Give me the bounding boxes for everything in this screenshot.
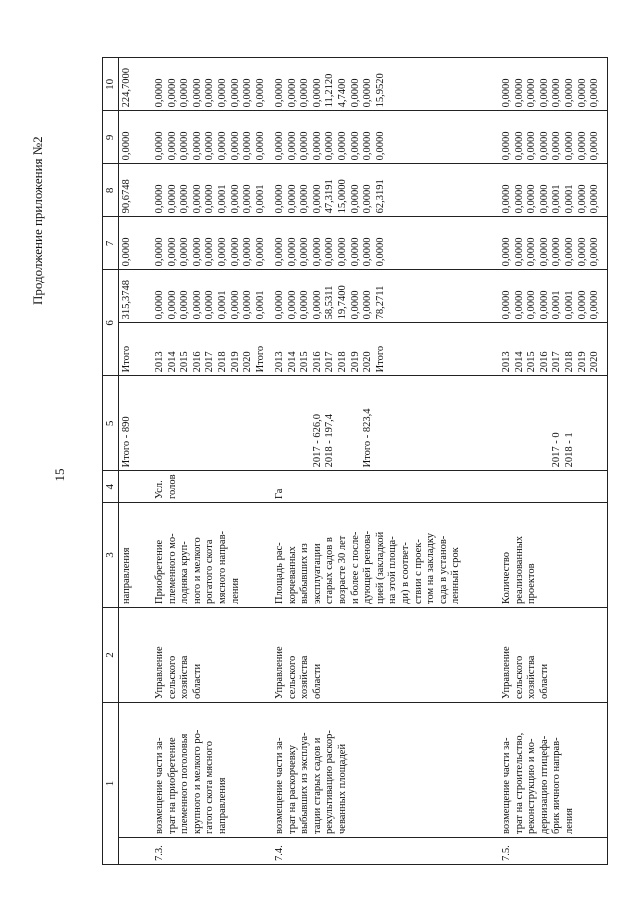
target-value: 2017 - 0 2018 - 1	[499, 376, 607, 471]
header-col-3: 3	[103, 503, 119, 608]
program-table	[102, 57, 608, 865]
carryover-regional: 0,0000	[118, 217, 152, 270]
measure-name: возмещение части за- трат на раскорчевку выбывших из эксплуа- тации старых садов и рекультивацию раскор- чеванных площадей	[272, 703, 499, 838]
col9-values: 0,0000 0,0000 0,0000 0,0000 0,0000 0,0000 0,0000 0,0000 0,0000	[152, 111, 272, 164]
header-col-7: 7	[103, 217, 119, 270]
executor: Управление сельского хозяйства области	[152, 608, 272, 703]
row-number: 7.4.	[272, 838, 499, 865]
table-row	[272, 58, 499, 865]
header-row	[103, 58, 119, 865]
carryover-federal: 90,6748	[118, 164, 152, 217]
col7-values: 0,0000 0,0000 0,0000 0,0000 0,0000 0,0000 0,0000 0,0000	[499, 217, 607, 270]
header-col-5: 5	[103, 376, 119, 471]
header-col-4: 4	[103, 471, 119, 503]
unit: Усл. голов	[152, 471, 272, 503]
appendix-title: Продолжение приложения №2	[30, 136, 45, 305]
col7-values: 0,0000 0,0000 0,0000 0,0000 0,0000 0,0000 0,0000 0,0000 0,0000	[272, 217, 499, 270]
col10-values: 0,0000 0,0000 0,0000 0,0000 0,0000 0,0000 0,0000 0,0000	[499, 58, 607, 111]
header-col-8: 8	[103, 164, 119, 217]
carryover-label: Итого	[118, 323, 152, 376]
header-col-9: 9	[103, 111, 119, 164]
indicator: Количество реализованных проектов	[499, 503, 607, 608]
carryover-target: Итого - 890	[118, 376, 152, 471]
col9-values: 0,0000 0,0000 0,0000 0,0000 0,0000 0,0000 0,0000 0,0000 0,0000	[272, 111, 499, 164]
row-number: 7.3.	[152, 838, 272, 865]
col8-values: 0,0000 0,0000 0,0000 0,0000 0,0001 0,0001 0,0000 0,0000	[499, 164, 607, 217]
years: 2013 2014 2015 2016 2017 2018 2019 2020 Итого	[152, 323, 272, 376]
header-col-10: 10	[103, 58, 119, 111]
measure-name: возмещение части за- трат на приобретение племенного поголовья крупного и мелкого ро- гатого скота мясного направления	[152, 703, 272, 838]
carryover-local: 0,0000	[118, 111, 152, 164]
carryover-other: 224,7000	[118, 58, 152, 111]
years: 2013 2014 2015 2016 2017 2018 2019 2020 Итого	[272, 323, 499, 376]
unit: Га	[272, 471, 499, 503]
header-col-1: 1	[103, 703, 119, 865]
indicator: Приобретение племенного мо- лодняка круп- ного и мелкого рогатого скота мясного направ- ления	[152, 503, 272, 608]
col9-values: 0,0000 0,0000 0,0000 0,0000 0,0000 0,0000 0,0000 0,0000	[499, 111, 607, 164]
years: 2013 2014 2015 2016 2017 2018 2019 2020	[499, 323, 607, 376]
col7-values: 0,0000 0,0000 0,0000 0,0000 0,0000 0,0000 0,0000 0,0000 0,0000	[152, 217, 272, 270]
table-row	[152, 58, 272, 865]
header-col-2: 2	[103, 608, 119, 703]
measure-name: возмещение части за- трат на строительство, реконструкцию и мо- дернизацию птицефа- брик яичного направ- ления	[499, 703, 607, 838]
total-values: 0,0000 0,0000 0,0000 0,0000 0,0001 0,0001 0,0000 0,0000	[499, 270, 607, 323]
total-values: 0,0000 0,0000 0,0000 0,0000 0,0000 0,0001 0,0000 0,0000 0,0001	[152, 270, 272, 323]
target-value	[152, 376, 272, 471]
row-number: 7.5.	[499, 838, 607, 865]
col8-values: 0,0000 0,0000 0,0000 0,0000 0,0000 0,0001 0,0000 0,0000 0,0001	[152, 164, 272, 217]
carryover-total: 315,3748	[118, 270, 152, 323]
indicator: Площадь рас- корчеванных выбывших из эксплуатации старых садов в возрасте 30 лет и более с после- дующей ренова- цией (закладкой на этой площа- ди) в соответ- ствии с проек- том на закладку сада в установ- ленный срок	[272, 503, 499, 608]
table-row	[499, 58, 607, 865]
header-col-6: 6	[103, 270, 119, 376]
col8-values: 0,0000 0,0000 0,0000 0,0000 47,3191 15,0000 0,0000 0,0000 62,3191	[272, 164, 499, 217]
carryover-row	[118, 58, 152, 865]
target-value: 2017 - 626,0 2018 - 197,4 Итого - 823,4	[272, 376, 499, 471]
col10-values: 0,0000 0,0000 0,0000 0,0000 11,2120 4,7400 0,0000 0,0000 15,9520	[272, 58, 499, 111]
total-values: 0,0000 0,0000 0,0000 0,0000 58,5311 19,7400 0,0000 0,0000 78,2711	[272, 270, 499, 323]
col10-values: 0,0000 0,0000 0,0000 0,0000 0,0000 0,0000 0,0000 0,0000 0,0000	[152, 58, 272, 111]
unit	[499, 471, 607, 503]
executor: Управление сельского хозяйства области	[272, 608, 499, 703]
carryover-indicator: направления	[118, 503, 152, 608]
page-number: 15	[52, 468, 67, 482]
executor: Управление сельского хозяйства области	[499, 608, 607, 703]
